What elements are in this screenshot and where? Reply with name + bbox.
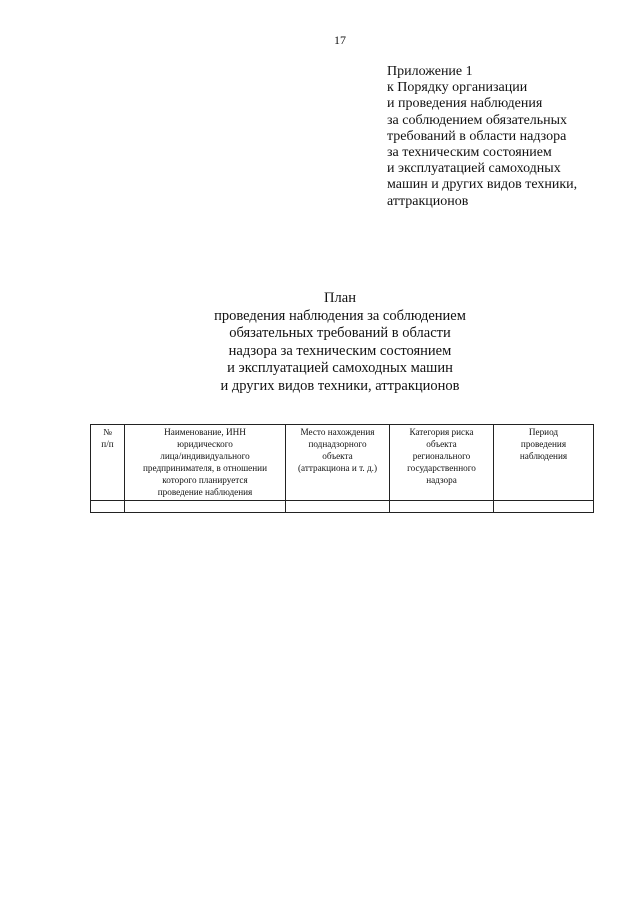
header-text-line: которого планируется [162,475,248,485]
header-text-line: лица/индивидуального [160,451,250,461]
plan-subtitle-line: и других видов техники, аттракционов [220,377,460,394]
header-text-line: проведение наблюдения [157,487,253,497]
appendix-line: и эксплуатацией самоходных [387,161,561,177]
appendix-line: аттракционов [387,193,469,209]
appendix-block [387,64,577,210]
plan-title: План [324,290,356,306]
header-number [91,425,125,501]
header-text-line: Период [528,427,559,437]
appendix-line: машин и других видов техники, [387,177,578,193]
header-location [286,425,390,501]
appendix-line: за соблюдением обязательных [387,112,568,128]
header-text-line: Место нахождения [300,427,375,437]
header-text-line: наблюдения [519,451,568,461]
header-text-line: Наименование, ИНН [164,427,246,437]
table-cell [125,501,286,513]
table-cell [286,501,390,513]
header-text-line: проведения [520,439,567,449]
appendix-line: к Порядку организации [387,80,528,96]
header-text-line: поднадзорного [308,439,367,449]
header-text-line: п/п [101,439,114,449]
table-cell [91,501,125,513]
appendix-line: за техническим состоянием [387,145,552,161]
header-text-line: объекта [426,439,457,449]
header-period [494,425,594,501]
header-text-line: (аттракциона и т. д.) [297,463,378,473]
plan-subtitle-line: и эксплуатацией самоходных машин [227,360,453,377]
plan-subtitle-line: проведения наблюдения за соблюдением [214,307,466,324]
appendix-line: и проведения наблюдения [387,96,543,112]
header-text-line: юридического [177,439,233,449]
plan-subtitle-line: обязательных требований в области [229,325,451,342]
table-row [91,501,594,513]
header-text-line: государственного [407,463,476,473]
header-name-inn [125,425,286,501]
header-text-line: регионального [412,451,471,461]
table-header-row [91,425,594,501]
table-cell [390,501,494,513]
appendix-line: требований в области надзора [387,128,567,144]
observation-plan-table [90,424,594,513]
header-text-line: № [103,427,112,437]
plan-heading [0,290,640,396]
page-number: 17 [334,33,346,47]
header-text-line: предпринимателя, в отношении [142,463,268,473]
header-text-line: объекта [322,451,353,461]
header-risk-category [390,425,494,501]
table-cell [494,501,594,513]
header-text-line: Категория риска [409,427,474,437]
header-text-line: надзора [426,475,457,485]
appendix-line: Приложение 1 [387,64,473,79]
plan-subtitle-line: надзора за техническим состоянием [228,342,452,359]
